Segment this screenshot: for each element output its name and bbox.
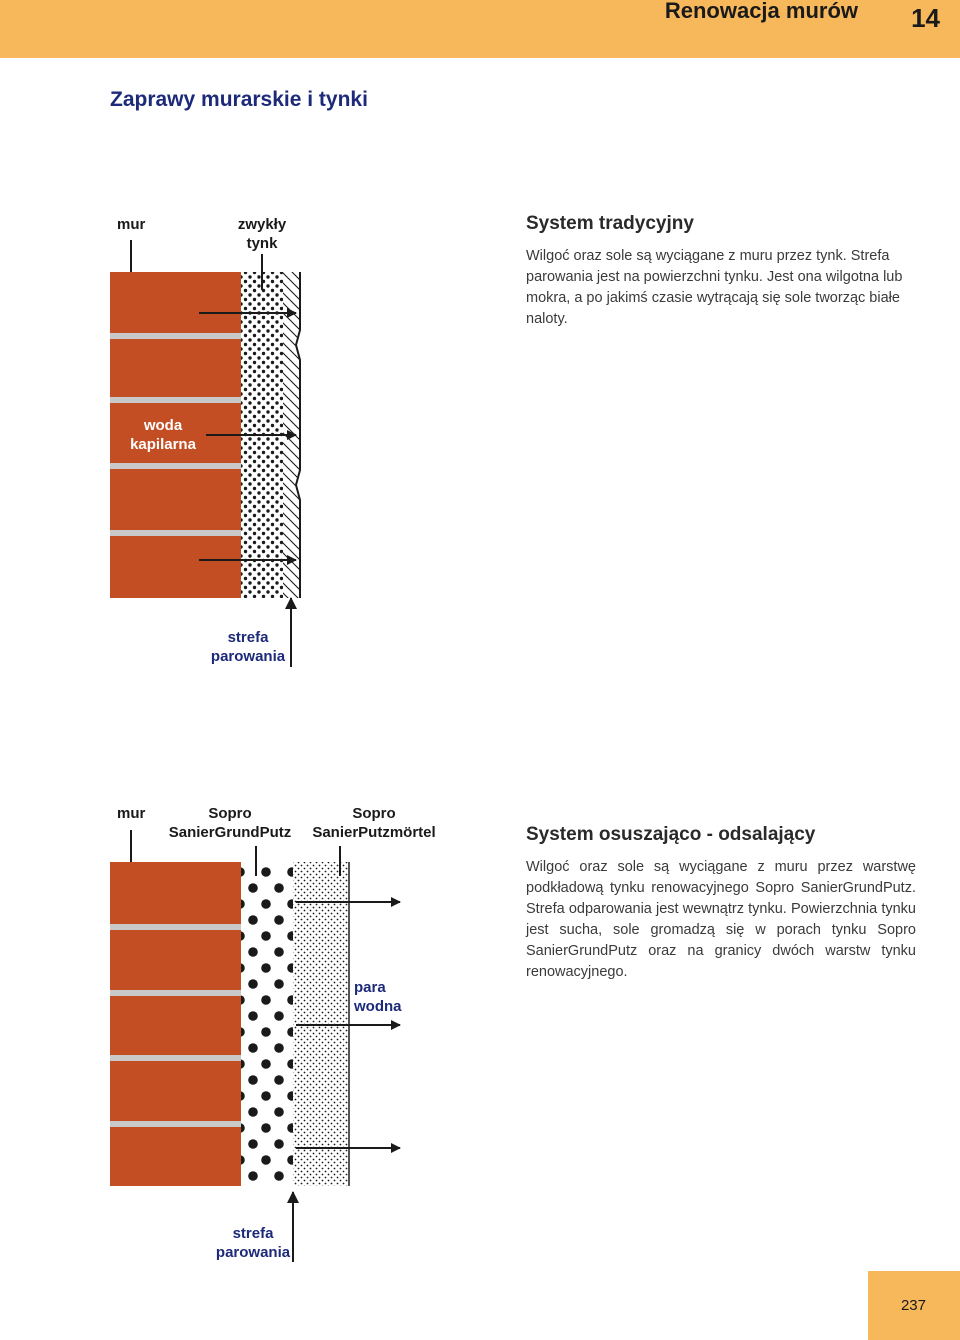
label-wall-2: mur	[117, 805, 146, 822]
chapter-number: 14	[911, 3, 940, 33]
label-base-line1: Sopro	[208, 805, 252, 822]
label-zone-line2: parowania	[210, 648, 286, 665]
label-water-line2: kapilarna	[130, 436, 196, 453]
page-number: 237	[900, 1297, 926, 1314]
label-capillary-water	[120, 416, 206, 454]
diagram-drying	[110, 830, 400, 1262]
system2-title: System osuszająco - odsalający	[526, 824, 816, 845]
label-wall: mur	[117, 216, 146, 233]
system1-title: System tradycyjny	[526, 213, 694, 234]
system1-text: Wilgoć oraz sole są wyciągane z muru przez tynk. Strefa parowania jest na powierzchni tynku. Jest ona wilgotna lub mokra, a po jakimś czasie wytrącają się sole tworząc białe naloty.	[526, 248, 903, 327]
label-base-line2: SanierGrundPutz	[168, 824, 292, 841]
label-top-plaster	[302, 804, 446, 842]
label-zone2-line2: parowania	[215, 1244, 291, 1261]
label-zone2-line1: strefa	[232, 1225, 274, 1242]
label-base-plaster	[160, 804, 300, 842]
label-top-line2: SanierPutzmörtel	[312, 824, 436, 841]
label-plaster	[222, 215, 302, 253]
label-plaster-line1: zwykły	[237, 216, 287, 233]
label-vapor-line2: wodna	[354, 998, 402, 1015]
label-evaporation-zone-2	[205, 1224, 301, 1262]
label-top-line1: Sopro	[352, 805, 396, 822]
label-water-vapor	[354, 978, 402, 1016]
base-plaster-layer	[241, 862, 293, 1186]
label-vapor-line1: para	[354, 979, 386, 996]
label-zone-line1: strefa	[227, 629, 269, 646]
chapter-title: Renowacja murów	[664, 0, 858, 23]
label-evaporation-zone	[200, 628, 296, 666]
system2-text: Wilgoć oraz sole są wyciągane z muru przez warstwę podkładową tynku renowacyjnego Sopro SanierGrundPutz. Strefa odparowania jest wewnątrz tynku. Powierzchnia tynku jest sucha, sole gromadzą się w porach tynku Sopro SanierGrundPutz oraz na granicy dwóch warstw tynku renowacyjnego.	[526, 859, 916, 980]
brick-wall	[110, 862, 241, 1186]
label-plaster-line2: tynk	[246, 235, 278, 252]
section-title: Zaprawy murarskie i tynki	[110, 88, 368, 111]
label-water-line1: woda	[143, 417, 183, 434]
